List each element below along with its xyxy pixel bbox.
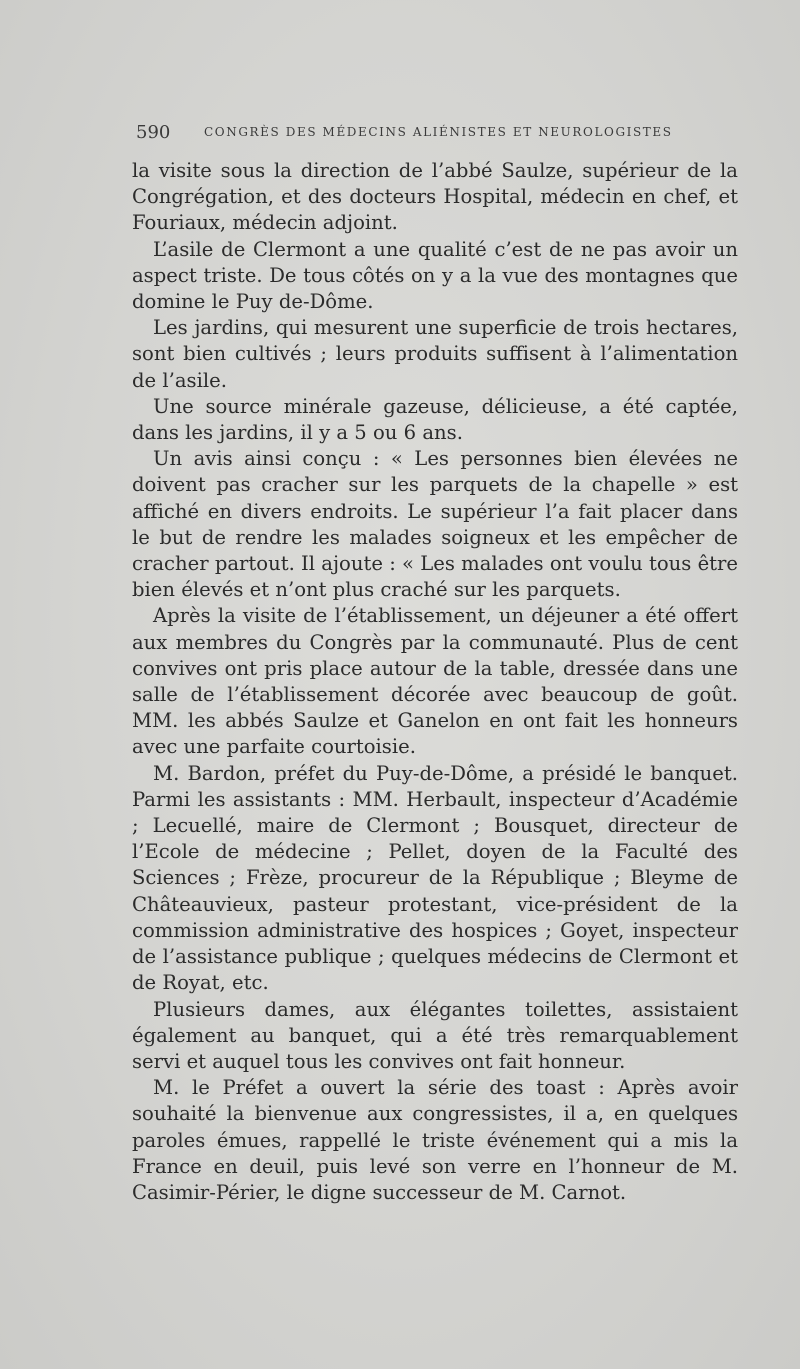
paragraph-asylum-quality: L’asile de Clermont a une qualité c’est de ne pas avoir un aspect triste. De tous côtés on y a la vue des montagnes que domine le Puy de-Dôme. (132, 237, 738, 314)
paragraph-luncheon: Après la visite de l’établissement, un déjeuner a été offert aux membres du Congrès par la communauté. Plus de cent convives ont pris place autour de la table, dressée dans une salle de l’établissement décorée avec beaucoup de goût. MM. les abbés Saulze et Ganelon en ont fait les honneurs avec une parfaite courtoisie. (132, 604, 738, 759)
running-head (136, 122, 696, 146)
paragraph-notice: Un avis ainsi conçu : « Les personnes bien élevées ne doivent pas cracher sur les parquets de la chapelle » est affiché en divers endroits. Le supérieur l’a fait placer dans le but de rendre les malades soigneux et les empêcher de cracher partout. Il ajoute : « Les malades ont voulu tous être bien élevés et n’ont plus craché sur les parquets. (132, 447, 738, 602)
paragraph-visit-direction: la visite sous la direction de l’abbé Saulze, supérieur de la Congrégation, et des docteurs Hospital, médecin en chef, et Fouriaux, médecin adjoint. (132, 159, 738, 235)
running-title: CONGRÈS DES MÉDECINS ALIÉNISTES ET NEUROLOGISTES (204, 125, 673, 139)
paragraph-gardens: Les jardins, qui mesurent une superficie de trois hectares, sont bien cultivés ; leurs produits suffisent à l’alimentation de l’asile. (132, 316, 738, 392)
body-text (132, 158, 738, 1206)
page-number: 590 (136, 122, 171, 143)
paragraph-ladies: Plusieurs dames, aux élégantes toilettes, assistaient également au banquet, qui a été très remarquablement servi et auquel tous les convives ont fait honneur. (132, 997, 738, 1073)
paragraph-mineral-spring: Une source minérale gazeuse, délicieuse, a été captée, dans les jardins, il y a 5 ou 6 ans. (132, 394, 738, 445)
paragraph-banquet-guests: M. Bardon, préfet du Puy-de-Dôme, a présidé le banquet. Parmi les assistants : MM. Herbault, inspecteur d’Académie ; Lecuellé, maire de Clermont ; Bousquet, directeur de l’Ecole de médecine ; Pellet, doyen de la Faculté des Sciences ; Frèze, procureur de la République ; Bleyme de Châteauvieux, pasteur protestant, vice-président de la commission administrative des hospices ; Goyet, inspecteur de l’assistance publique ; quelques médecins de Clermont et de Royat, etc. (132, 761, 738, 995)
paragraph-toast: M. le Préfet a ouvert la série des toast : Après avoir souhaité la bienvenue aux congressistes, il a, en quelques paroles émues, rappellé le triste événement qui a mis la France en deuil, puis levé son verre en l’honneur de M. Casimir-Périer, le digne successeur de M. Carnot. (132, 1076, 738, 1204)
